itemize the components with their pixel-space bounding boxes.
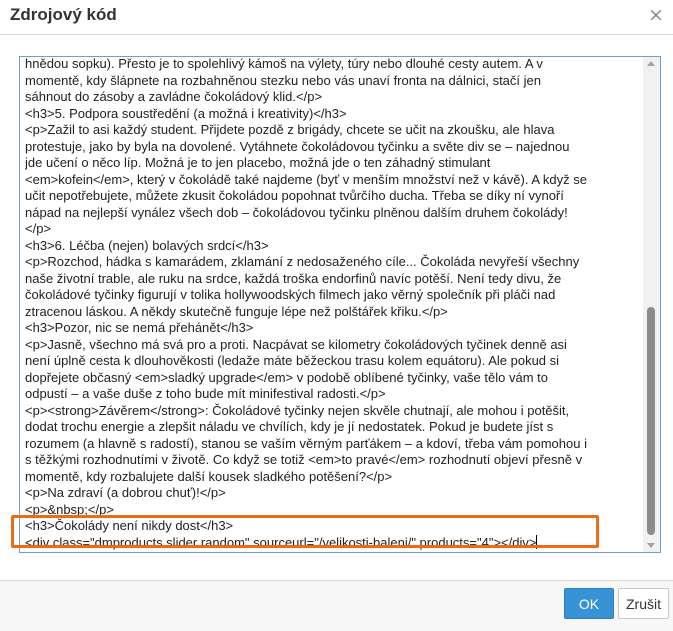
code-line: nápad na nejlepší vynález všech dob – čokoládovou tyčinku plněnou dalším druhem čokolády!	[25, 204, 568, 220]
vertical-scrollbar[interactable]	[643, 57, 660, 552]
code-line: naše životní trable, ale ruku na srdce, každá troška endorfinů navíc potěší. Není tedy divu, že	[25, 270, 562, 286]
code-line: s těžkými rozhodnutími v životě. Co když se totiž <em>to pravé</em> rozhodnutí objeví přesně v	[25, 452, 583, 467]
code-line: <div class="dmproducts slider random" sourceurl="/velikosti-baleni/" products="4"></div>	[25, 534, 537, 550]
dialog-header	[0, 0, 673, 35]
code-line: <h3>6. Léčba (nejen) bolavých srdcí</h3>	[25, 237, 269, 253]
code-line: momentě, kdy rozbalujete další kousek sladkého potěšení?</p>	[25, 468, 393, 484]
code-line: <p>Jasně, všechno má svá pro a proti. Nacpávat se kilometry čokoládových tyčinek denně asi	[25, 336, 567, 352]
cancel-button[interactable]: Zrušit	[618, 588, 669, 619]
ok-button[interactable]: OK	[564, 588, 614, 619]
source-code-content[interactable]	[25, 56, 641, 551]
code-line: <p>Rozchod, hádka s kamarádem, zklamání z nedosaženého cíle... Čokoláda nevyřeší všechny	[25, 254, 580, 269]
code-line: čokoládové tyčinky figurují v tolika hollywoodských filmech jako věrný společník při pláči nad	[25, 287, 556, 302]
code-line: protestuje, jako by byla na dovolené. Vytáhnete čokoládovou tyčinku a světe div se – najednou	[25, 138, 570, 154]
code-line: ztraceno​u láskou. A někdy skutečně funguje lépe než polštářek křiku.</p>	[25, 303, 448, 319]
code-line: hnědou sopku). Přesto je to spolehlivý kámoš na výlety, túry nebo dlouhé cesty autem. A v	[25, 56, 543, 71]
scrollbar-thumb[interactable]	[647, 307, 655, 535]
close-icon[interactable]: ×	[648, 4, 664, 26]
code-line: odpustí – a vaše duše z toho bude mít minifestival radosti.</p>	[25, 386, 386, 401]
dialog-footer	[0, 580, 673, 631]
code-line: učit nepotřebujete, můžete zkusit čokoládou popohnat tvůrčího ducha. Třeba se díky ní vynoří	[25, 188, 564, 203]
code-line: <p>&nbsp;</p>	[25, 501, 114, 517]
code-line: <h3>Pozor, nic se nemá přehánět</h3>	[25, 320, 254, 335]
code-line: dodat trochu energie a zlepšit náladu ve chvílích, kdy je jí nedostatek. Pokud je budete jíst s	[25, 419, 554, 434]
code-line: <em>kofein</em>, který v čokoládě také najdeme (byť v menším množství než v kávě). A když se	[25, 171, 587, 187]
code-line: dopřejete občasný <em>sladký upgrade</em> v podobě oblíbené tyčinky, vaše tělo vám to	[25, 369, 548, 385]
code-line: <p>Na zdraví (a dobrou chuť)!</p>	[25, 485, 226, 500]
code-line: není úplně cesta k dlouhověkosti (ledaže máte běžeckou trasu kolem equátoru). Ale pokud si	[25, 353, 560, 368]
code-line: <p><strong>Závěrem</strong>: Čokoládové tyčinky nejen skvěle chutnají, ale mohou i potěšit,	[25, 402, 570, 418]
code-line: </p>	[25, 221, 52, 236]
dialog-title: Zdrojový kód	[10, 5, 117, 24]
code-line: <p>Zažil to asi každý student. Přijdete pozdě z brigády, chcete se učit na zkoušku, ale hlava	[25, 122, 555, 137]
code-line: jde učení o něco líp. Možná je to jen placebo, možná jde o ten záhadný stimulant	[25, 155, 491, 170]
code-line: momentě, kdy šlápnete na rozbahněnou stezku nebo vás unaví fronta na dálnici, stačí jen	[25, 72, 541, 88]
dialog-body	[0, 35, 673, 580]
code-line: <h3>5. Podpora soustředění (a možná i kreativity)</h3>	[25, 105, 347, 121]
code-line: rozumem (a hlavně s radostí), stanou se vaším věrným parťákem – a kdoví, třeba vám pomohou i	[25, 435, 587, 451]
code-line: sáhnout do zásoby a zavládne čokoládový klid.</p>	[25, 89, 323, 104]
highlight-box	[11, 515, 599, 548]
source-code-textarea[interactable]	[19, 56, 661, 553]
code-line: <h3>Čokolády není nikdy dost</h3>	[25, 518, 234, 533]
scroll-down-arrow-icon[interactable]	[647, 543, 655, 548]
scroll-up-arrow-icon[interactable]	[647, 61, 655, 66]
